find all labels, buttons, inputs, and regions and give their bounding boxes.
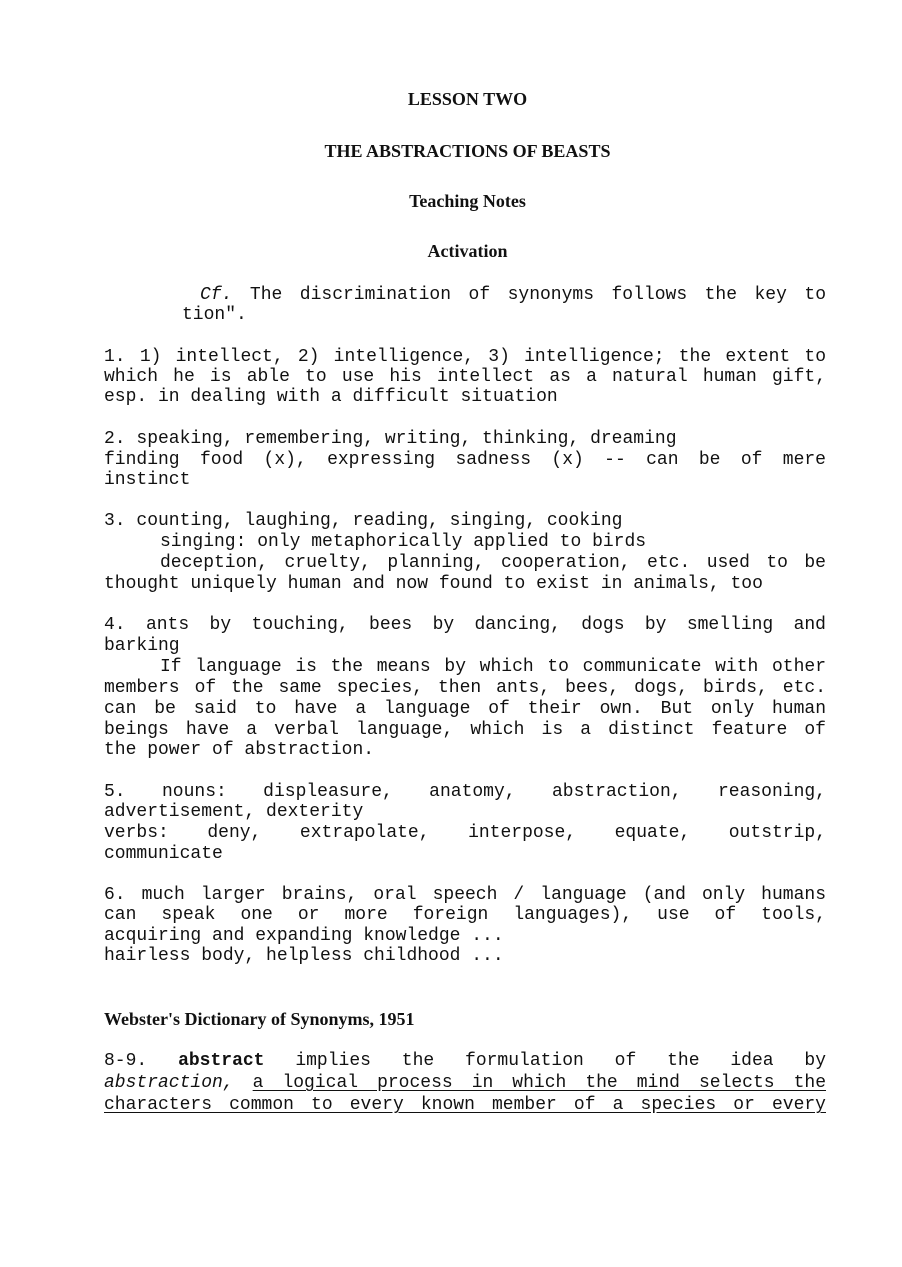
- item-1-line-2: which he is able to use his intellect as a natural human gift,: [104, 367, 826, 387]
- reference-line-2: [104, 1072, 826, 1094]
- reference-underlined-1: a logical process in which the mind selects the: [252, 1073, 826, 1093]
- item-4-line-4: members of the same species, then ants, bees, dogs, birds, etc.: [104, 678, 826, 698]
- item-3-line-2: singing: only metaphorically applied to birds: [160, 532, 647, 552]
- item-3-line-4: thought uniquely human and now found to exist in animals, too: [104, 574, 763, 594]
- item-5-line-4: communicate: [104, 844, 223, 864]
- item-3-line-3: deception, cruelty, planning, cooperation, etc. used to be: [160, 553, 826, 573]
- item-4-line-1: 4. ants by touching, bees by dancing, dogs by smelling and: [104, 615, 826, 635]
- item-2-line-1: 2. speaking, remembering, writing, thinking, dreaming: [104, 429, 677, 449]
- reference-term: abstract: [178, 1051, 265, 1071]
- lesson-label: LESSON TWO: [407, 89, 528, 109]
- lesson-title: THE ABSTRACTIONS OF BEASTS: [324, 141, 611, 161]
- item-2-line-3: instinct: [104, 470, 191, 490]
- item-6-line-1: 6. much larger brains, oral speech / language (and only humans: [104, 885, 826, 905]
- reference-line-1-text: implies the formulation of the idea by: [295, 1051, 826, 1071]
- item-1-line-3: esp. in dealing with a difficult situation: [104, 387, 558, 407]
- item-4-line-5: can be said to have a language of their own. But only human: [104, 699, 826, 719]
- intro-line-1-text: The discrimination of synonyms follows the key to: [249, 285, 826, 305]
- subtitle: Teaching Notes: [409, 191, 526, 211]
- item-1-line-1: 1. 1) intellect, 2) intelligence, 3) intelligence; the extent to: [104, 347, 826, 367]
- reference-underlined-2: characters common to every known member of a species or every: [104, 1095, 826, 1115]
- intro-line-2: tion".: [182, 305, 247, 325]
- intro-line-1: [200, 284, 826, 306]
- item-4-line-7: the power of abstraction.: [104, 740, 375, 760]
- item-2-line-2: finding food (x), expressing sadness (x) -- can be of mere: [104, 450, 826, 470]
- item-4-line-2: barking: [104, 636, 180, 656]
- item-4-line-6: beings have a verbal language, which is a distinct feature of: [104, 720, 826, 740]
- item-4-line-3: If language is the means by which to communicate with other: [160, 657, 826, 677]
- item-5-line-2: advertisement, dexterity: [104, 802, 364, 822]
- reference-line-1: [104, 1050, 826, 1072]
- cf-abbrev: Cf.: [200, 285, 233, 305]
- item-6-line-2: can speak one or more foreign languages), use of tools,: [104, 905, 826, 925]
- item-5-line-1: 5. nouns: displeasure, anatomy, abstraction, reasoning,: [104, 782, 826, 802]
- reference-heading: Webster's Dictionary of Synonyms, 1951: [104, 1009, 415, 1029]
- item-6-line-3: acquiring and expanding knowledge ...: [104, 926, 504, 946]
- reference-italic-word: abstraction,: [104, 1073, 234, 1093]
- item-5-line-3: verbs: deny, extrapolate, interpose, equate, outstrip,: [104, 823, 826, 843]
- section-heading: Activation: [427, 241, 508, 261]
- item-6-line-4: hairless body, helpless childhood ...: [104, 946, 504, 966]
- reference-number: 8-9.: [104, 1051, 148, 1071]
- item-3-line-1: 3. counting, laughing, reading, singing, cooking: [104, 511, 623, 531]
